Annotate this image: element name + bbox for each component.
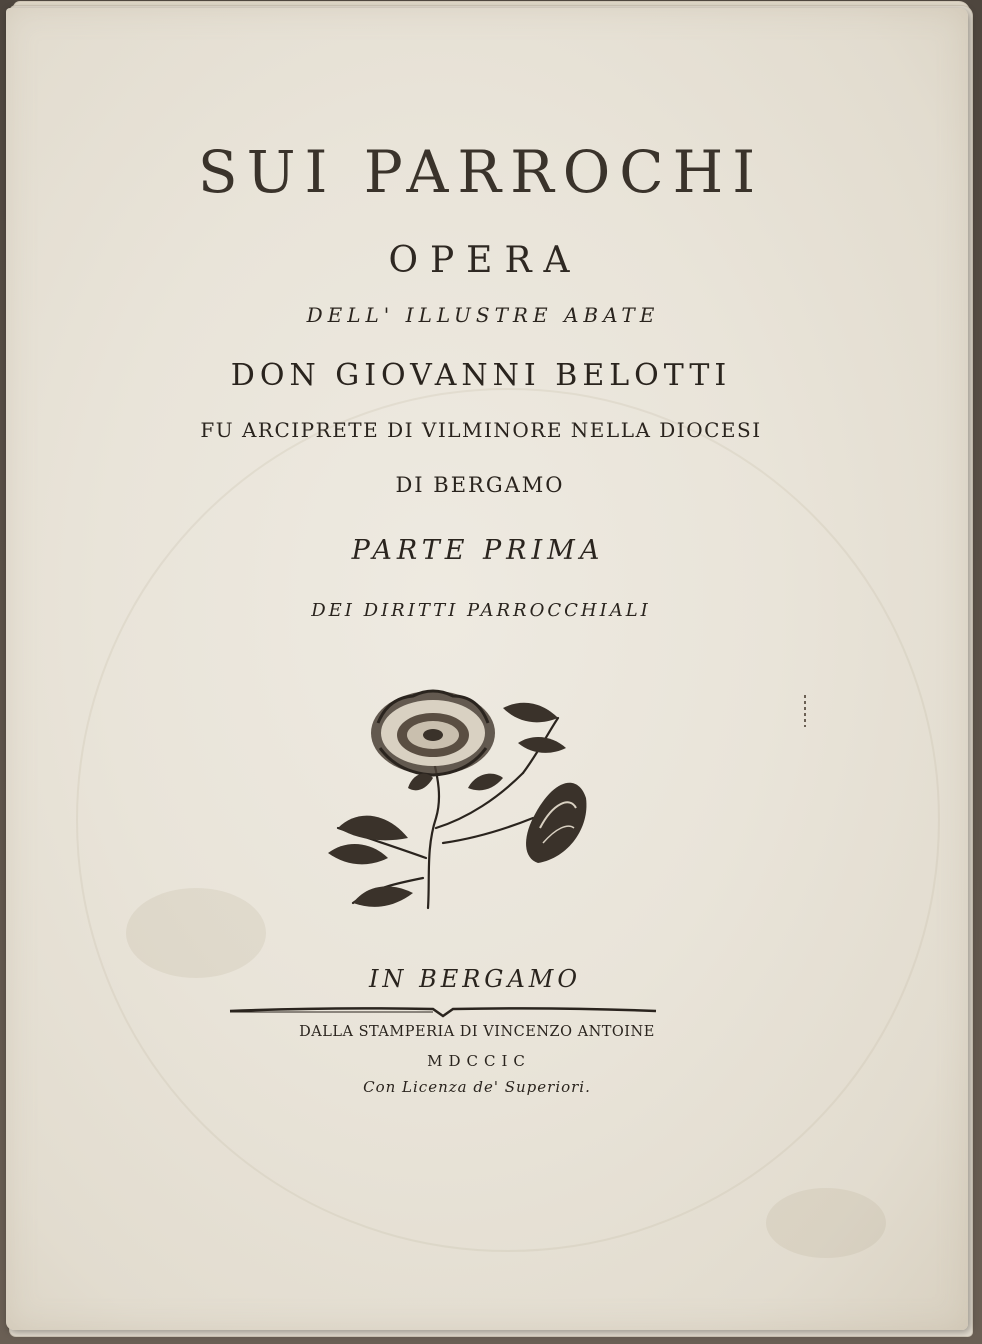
author-intro: DELL' ILLUSTRE ABATE	[306, 303, 660, 327]
author-role: FU ARCIPRETE DI VILMINORE NELLA DIOCESI	[200, 418, 762, 442]
printer-line: DALLA STAMPERIA DI VINCENZO ANTOINE	[299, 1024, 655, 1040]
author-name: DON GIOVANNI BELOTTI	[230, 358, 732, 393]
margin-mark-icon	[802, 693, 808, 729]
flower-branch-icon	[318, 678, 598, 918]
book-title: SUI PARROCHI	[197, 138, 765, 206]
part-title: PARTE PRIMA	[351, 535, 605, 566]
part-subject: DEI DIRITTI PARROCCHIALI	[311, 600, 651, 621]
ornamental-rule-icon	[228, 1003, 658, 1019]
license-line: Con Licenza de' Superiori.	[363, 1078, 591, 1096]
title-page	[6, 8, 968, 1330]
book-subtitle: OPERA	[388, 240, 582, 281]
imprint-place: IN BERGAMO	[368, 965, 582, 993]
paper-stain	[766, 1188, 886, 1258]
author-place: DI BERGAMO	[395, 473, 565, 497]
publication-year: MDCCIC	[427, 1052, 531, 1070]
